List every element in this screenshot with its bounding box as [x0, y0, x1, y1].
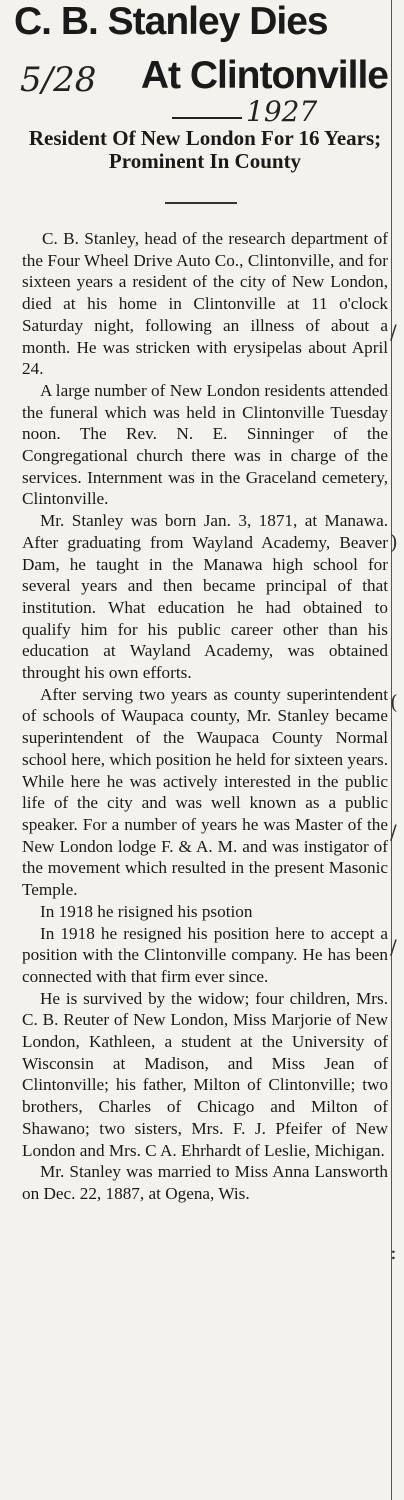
paragraph: After serving two years as county superintendent of schools of Waupaca county, Mr. Stanley became superintendent of the Waupaca County Normal school here, which position he held for sixteen years. While here he was actively interested in the public life of the city and was well known as a public speaker. For a number of years he was Master of the New London lodge F. & A. M. and was instigator of the movement which resulted in the present Masonic Temple. — [22, 684, 388, 900]
handwritten-date: 5/28 — [20, 60, 97, 100]
pencil-mark-icon: / — [390, 320, 397, 344]
headline-line-2: At Clintonville — [140, 54, 388, 97]
paragraph: In 1918 he risigned his psotion — [40, 901, 253, 921]
article-body — [22, 228, 388, 1205]
subheadline: Resident Of New London For 16 Years; Prominent In County — [28, 126, 382, 173]
paragraph: Mr. Stanley was born Jan. 3, 1871, at Manawa. After graduating from Wayland Academy, Beaver Dam, he taught in the Manawa high school for several years and then became principal of that institution. What education he had obtained to qualify him for his public career other than his education at Wayland Academy, was obtained throught his own efforts. — [22, 511, 388, 683]
pencil-mark-icon: ) — [390, 530, 398, 554]
handwritten-dash — [172, 117, 242, 119]
pencil-mark-icon: / — [390, 820, 397, 844]
handwritten-year: 1927 — [246, 95, 318, 128]
paragraph: C. B. Stanley, head of the research department of the Four Wheel Drive Auto Co., Clintonville, and for sixteen years a resident of the city of New London, died at his home in Clintonville at 11 o'clock Saturday night, following an illness of about a month. He was stricken with erysipelas about April 24. — [22, 229, 388, 379]
section-divider — [165, 202, 237, 204]
paragraph: Mr. Stanley was married to Miss Anna Lansworth on Dec. 22, 1887, at Ogena, Wis. — [22, 1162, 388, 1203]
paragraph: A large number of New London residents attended the funeral which was held in Clintonville Tuesday noon. The Rev. N. E. Sinninger of the Congregational church there was in charge of the services. Internment was in the Graceland cemetery, Clintonville. — [22, 380, 388, 509]
paragraph: He is survived by the widow; four children, Mrs. C. B. Reuter of New London, Miss Marjorie of New London, Kathleen, a student at the University of Wisconsin at Madison, and Miss Jean of Clintonville; his father, Milton of Clintonville; two brothers, Charles of Chicago and Milton of Shawano; two sisters, Mrs. F. J. Pfeifer of New London and Mrs. C A. Ehrhardt of Leslie, Michigan. — [22, 988, 388, 1160]
pencil-mark-icon: / — [390, 935, 397, 959]
pencil-mark-icon: : — [390, 1240, 397, 1264]
paragraph: In 1918 he resigned his position here to accept a position with the Clintonville company. He has been connected with that firm ever since. — [22, 923, 388, 986]
margin-pencil-marks — [390, 0, 404, 1500]
pencil-mark-icon: ( — [390, 690, 398, 714]
headline-line-1: C. B. Stanley Dies — [14, 0, 328, 43]
